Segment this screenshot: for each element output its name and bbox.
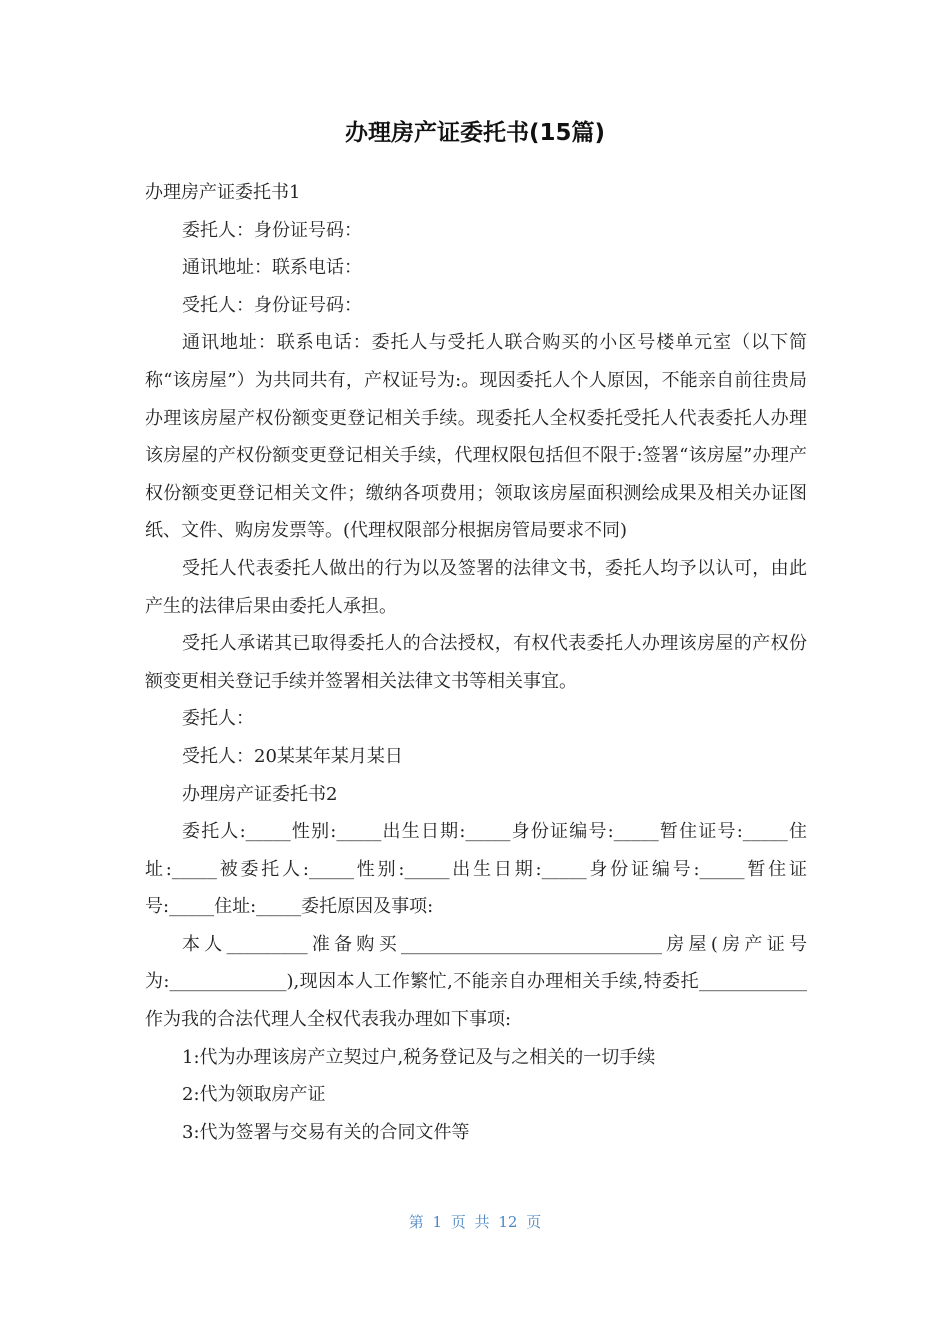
paragraph: 2:代为领取房产证 <box>182 1084 326 1106</box>
paragraph: 本人_________准备购买_____________________________房屋(房产证号为:_____________),现因本人工作繁忙,不能亲自办理相关手续,特委托____________作为我的合法代理人全权代表我办理如下事项: <box>145 933 807 1031</box>
paragraph: 1:代为办理该房产立契过户,税务登记及与之相关的一切手续 <box>182 1046 656 1068</box>
document-body <box>145 174 807 1151</box>
paragraph: 通讯地址：联系电话： <box>182 257 362 279</box>
paragraph: 办理房产证委托书2 <box>182 783 338 805</box>
paragraph: 受托人：20某某年某月某日 <box>182 745 403 767</box>
paragraph: 委托人： <box>182 708 254 730</box>
paragraph: 办理房产证委托书1 <box>145 182 301 203</box>
paragraph: 委托人:_____性别:_____出生日期:_____身份证编号:_____暂住证号:_____住址:_____被委托人:_____性别:_____出生日期:_____身份证编号:_____暂住证号:_____住址:_____委托原因及事项: <box>145 821 807 918</box>
document-title: 办理房产证委托书(15篇) <box>344 120 606 146</box>
paragraph: 3:代为签署与交易有关的合同文件等 <box>182 1121 470 1143</box>
paragraph: 委托人：身份证号码： <box>182 219 362 241</box>
paragraph: 受托人代表委托人做出的行为以及签署的法律文书，委托人均予以认可，由此产生的法律后果由委托人承担。 <box>145 557 807 617</box>
paragraph: 受托人承诺其已取得委托人的合法授权，有权代表委托人办理该房屋的产权份额变更相关登记手续并签署相关法律文书等相关事宜。 <box>145 633 807 692</box>
paragraph: 通讯地址：联系电话：委托人与受托人联合购买的小区号楼单元室（以下简称“该房屋”）为共同共有，产权证号为:。现因委托人个人原因，不能亲自前往贵局办理该房屋产权份额变更登记相关手续。现委托人全权委托受托人代表委托人办理该房屋的产权份额变更登记相关手续，代理权限包括但不限于:签署“该房屋”办理产权份额变更登记相关文件；缴纳各项费用；领取该房屋面积测绘成果及相关办证图纸、文件、购房发票等。(代理权限部分根据房管局要求不同) <box>145 332 807 542</box>
page-number: 第 1 页 共 12 页 <box>408 1213 542 1231</box>
paragraph: 受托人：身份证号码： <box>182 294 362 316</box>
